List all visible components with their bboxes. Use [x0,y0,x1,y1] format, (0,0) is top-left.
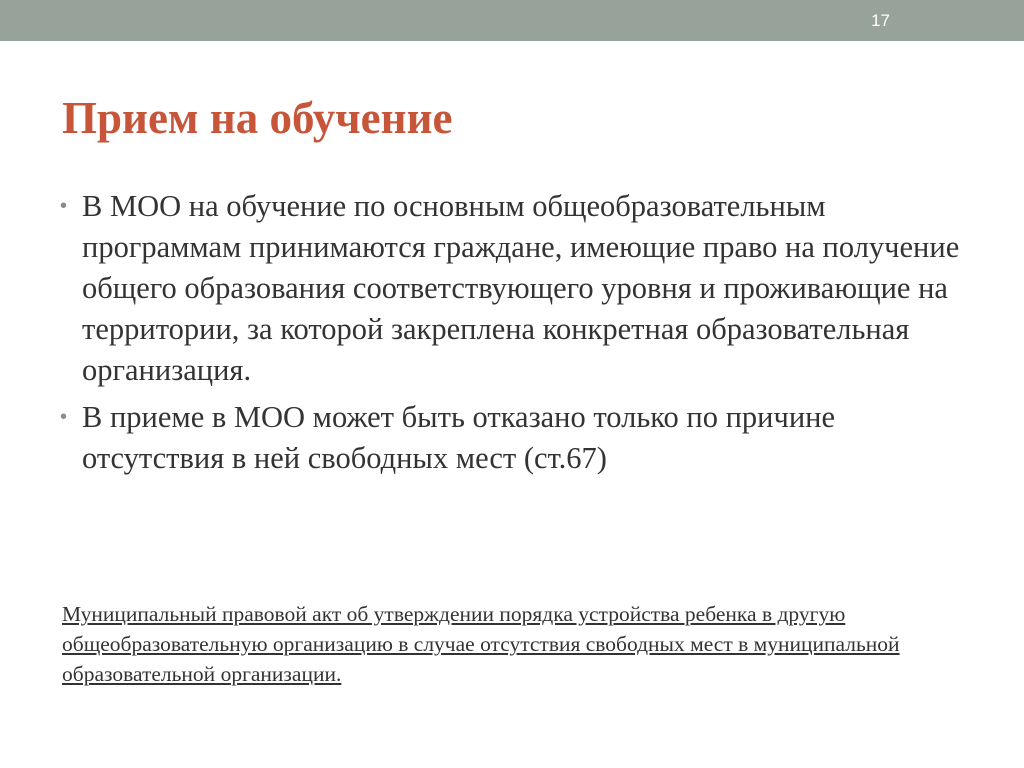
bullet-list [62,186,962,485]
slide-number: 17 [871,11,890,30]
bullet-marker: • [60,195,68,217]
bullet-text: В МОО на обучение по основным общеобразовательным программам принимаются граждане, имеющие право на получение общего образования соответствующего уровня и проживающие на территории, за которой закреплена конкретная образовательная организация. [82,189,960,387]
bullet-text: В приеме в МОО может быть отказано только по причине отсутствия в ней свободных мест (ст.67) [82,400,836,475]
municipal-act-link[interactable]: Муниципальный правовой акт об утверждении порядка устройства ребенка в другую общеобразовательную организацию в случае отсутствия свободных мест в муниципальной образовательной организации. [62,602,900,686]
bullet-item [62,186,962,391]
slide-title: Прием на обучение [62,93,453,143]
bullet-marker: • [60,406,68,428]
bullet-item [62,397,962,479]
top-bar [0,0,1024,41]
